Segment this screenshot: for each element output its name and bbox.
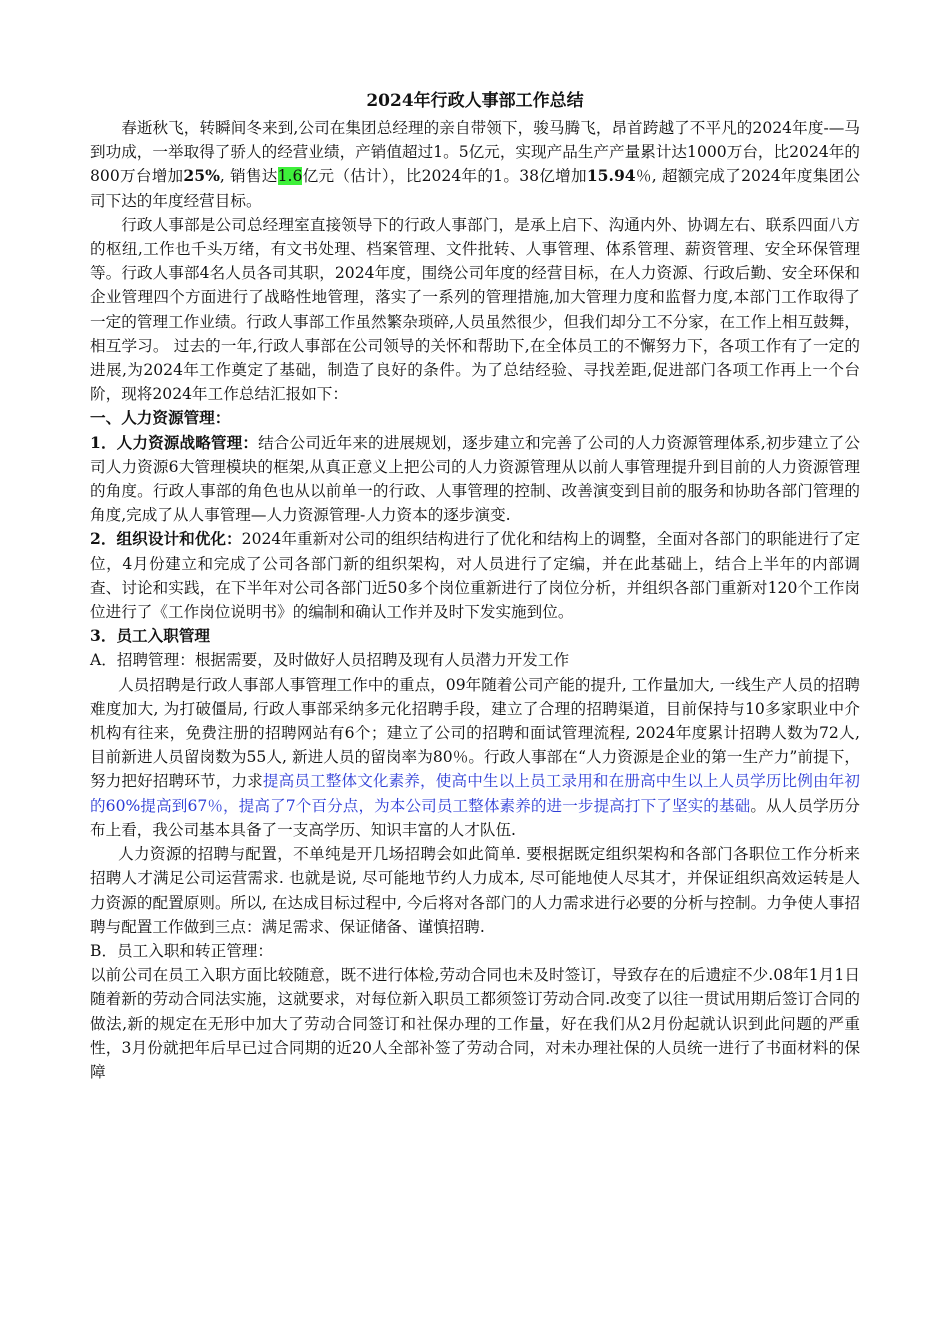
intro-text-c: , 销售达 xyxy=(219,167,278,186)
recruitment-text-c: 。从人员学历分布上看，我公司基本具备了一支高学历、知识丰富的人才队伍. xyxy=(90,796,860,839)
entry-paragraph: 以前公司在员工入职方面比较随意，既不进行体检,劳动合同也未及时签订，导致存在的后遗症不少.08年1月1日随着新的劳动合同法实施，这就要求，对每位新入职员工都须签订劳动合同.改变了以往一贯试用期后签订合同的做法,新的规定在无形中加大了劳动合同签订和社保办理的工作量，好在我们从2月份起就认识到此问题的严重性，3月份就把年后早已过合同期的近20人全部补签了劳动合同，对未办理社保的人员统一进行了书面材料的保障 xyxy=(90,966,860,1081)
entry-regularization-heading: B．员工入职和转正管理： xyxy=(90,941,273,960)
document-title: 2024年行政人事部工作总结 xyxy=(366,91,584,111)
hr-strategy-label: 1．人力资源战略管理： xyxy=(90,432,259,452)
section-heading-hr: 一、人力资源管理： xyxy=(90,408,231,428)
allocation-paragraph: 人力资源的招聘与配置，不单纯是开几场招聘会如此简单. 要根据既定组织架构和各部门各职位工作分析来招聘人才满足公司运营需求. 也就是说, 尽可能地节约人力成本, 尽可能地使人尽其才，并保证组织高效运转是人力资源的配置原则。所以, 在达成目标过程中, 今后将对各部门的人力需求进行必要的分析与控制。力争使人事招聘与配置工作做到三点：满足需求、保证储备、谨慎招聘. xyxy=(90,845,860,936)
recruitment-heading: A．招聘管理：根据需要，及时做好人员招聘及现有人员潜力开发工作 xyxy=(90,651,570,670)
recruitment-text-a: 人员招聘是行政人事部人事管理工作中的重点，09年随着公司产能的提升, 工作量加大, 一线生产人员的招聘难度加大, 为打破僵局, 行政人事部采纳多元化招聘手段，建立了合理的招聘渠道，目前保持与10多家职业中介机构有往来，免费注册的招聘网站有6个；建立了公司的招聘和面试管理流程, 2024年度累计招聘人数为72人, 目前新进人员留岗数为55人, 新进人员的留岗率为80％。行政人事部在“人力资源是企业的第一生产力”前提下，努力把好招聘环节，力求 xyxy=(90,675,860,791)
department-paragraph: 行政人事部是公司总经理室直接领导下的行政人事部门，是承上启下、沟通内外、协调左右、联系四面八方的枢纽,工作也千头万绪，有文书处理、档案管理、文件批转、人事管理、体系管理、薪资管理、安全环保管理等。行政人事部4名人员各司其职，2024年度，围绕公司年度的经营目标，在人力资源、行政后勤、安全环保和企业管理四个方面进行了战略性地管理，落实了一系列的管理措施,加大管理力度和监督力度,本部门工作取得了一定的管理工作业绩。行政人事部工作虽然繁杂琐碎,人员虽然很少，但我们却分工不分家，在工作上相互鼓舞，相互学习。 过去的一年,行政人事部在公司领导的关怀和帮助下,在全体员工的不懈努力下，各项工作有了一定的进展,为2024年工作奠定了基础，制造了良好的条件。为了总结经验、寻找差距,促进部门各项工作再上一个台阶，现将2024年工作总结汇报如下： xyxy=(90,215,860,404)
org-design-label: 2．组织设计和优化： xyxy=(90,529,242,549)
intro-text-a: 春逝秋飞，转瞬间冬来到,公司在集团总经理的亲自带领下，骏马腾飞，昂首跨越了不平凡的2024年度-—马到功成，一举取得了骄人的经营业绩，产销值超过1。5亿元，实现产品生产产量累计达1000万台，比2024年的800万台增加 xyxy=(90,119,860,186)
intro-text-g: ％, 超额完成了2024年度集团公司下达的年度经营目标。 xyxy=(90,167,860,210)
recruitment-paragraph xyxy=(90,673,860,842)
org-design-text: 2024年重新对公司的组织结构进行了优化和结构上的调整，全面对各部门的职能进行了定位，4月份建立和完成了公司各部门新的组织架构，对人员进行了定编，并在此基础上，结合上半年的内部调查、讨论和实践，在下半年对公司各部门近50多个岗位重新进行了岗位分析，并组织各部门重新对120个工作岗位进行了《工作岗位说明书》的编制和确认工作并及时下发实施到位。 xyxy=(90,530,860,622)
hr-strategy-paragraph xyxy=(90,431,860,528)
org-design-paragraph xyxy=(90,527,860,624)
intro-paragraph xyxy=(90,116,860,213)
increase-value: 15.94 xyxy=(586,166,636,186)
intro-text-e: 亿元（估计），比2024年的1。38亿增加 xyxy=(302,167,587,186)
recruitment-highlight-text: 提高员工整体文化素养，使高中生以上员工录用和在册高中生以上人员学历比例由年初的60%提高到67％，提高了7个百分点，为本公司员工整体素养的进一步提高打下了坚实的基础 xyxy=(90,772,860,815)
onboarding-heading: 3．员工入职管理 xyxy=(90,626,211,646)
document-page xyxy=(90,88,860,1084)
growth-rate: 25% xyxy=(183,166,220,186)
sales-highlight: 1.6 xyxy=(277,167,303,186)
hr-strategy-text: 结合公司近年来的进展规划，逐步建立和完善了公司的人力资源管理体系,初步建立了公司人力资源6大管理模块的框架,从真正意义上把公司的人力资源管理从以前人事管理提升到目前的人力资源管理的角度。行政人事部的角色也从以前单一的行政、人事管理的控制、改善演变到目前的服务和协助各部门管理的角度,完成了从人事管理—人力资源管理-人力资本的逐步演变. xyxy=(90,433,860,525)
